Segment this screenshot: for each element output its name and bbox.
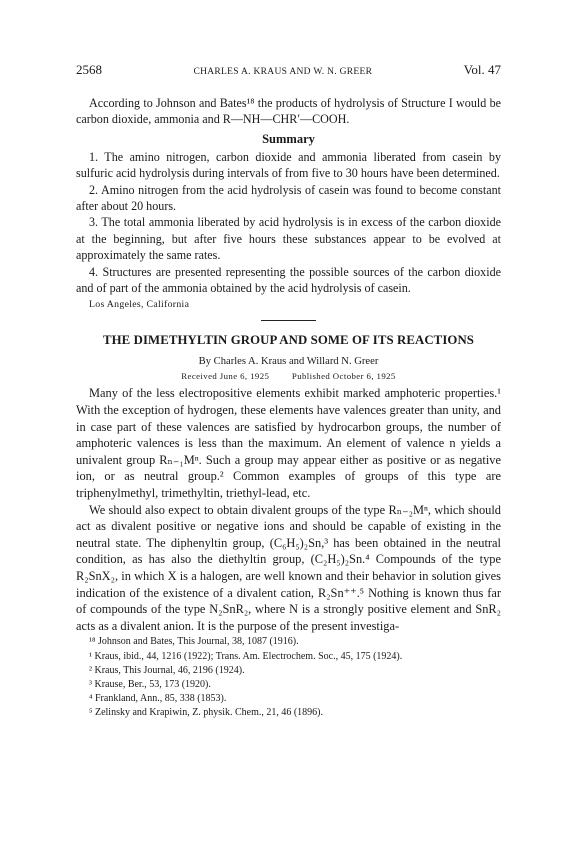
summary-item: 4. Structures are presented representing the possible sources of the carbon dioxide and of part of the ammonia obtained by the acid hydrolysis of casein. xyxy=(76,264,501,296)
page-number: 2568 xyxy=(76,62,102,77)
summary-heading: Summary xyxy=(262,131,315,146)
summary-item: 2. Amino nitrogen from the acid hydrolysis of casein was found to become constant after about 20 hours. xyxy=(76,182,501,214)
footnote: ¹ Kraus, ibid., 44, 1216 (1922); Trans. Am. Electrochem. Soc., 45, 175 (1924). xyxy=(89,650,403,662)
footnote: ⁵ Zelinsky and Krapiwin, Z. physik. Chem., 21, 46 (1896). xyxy=(89,707,324,719)
body-paragraph: We should also expect to obtain divalent groups of the type Rₙ₋₂Mⁿ, which should act as divalent positive or negative ions and should be capable of existing in the neutral state. The diphenyltin group, (C₆H₅)₂Sn,³ has been obtained in the neutral condition, as has also the diethyltin group, (C₂H₅)₂Sn.⁴ Compounds of the type R₂SnX₂, in which X is a halogen, are well known and their behavior in solution gives indication of the existence of a divalent cation, R₂Sn⁺⁺.⁵ Nothing is known thus far of compounds of the type N₂SnR₂, where N is a strongly positive element and SnR₂ acts as a divalent anion. It is the purpose of the present investiga- xyxy=(76,502,501,633)
article-body xyxy=(76,385,501,634)
footnote: ² Kraus, This Journal, 46, 2196 (1924). xyxy=(89,664,245,676)
footnote: ⁴ Frankland, Ann., 85, 338 (1853). xyxy=(89,693,227,705)
summary-item: 3. The total ammonia liberated by acid hydrolysis is in excess of the carbon dioxide at the beginning, but after five hours these substances appear to be evolved at approximately the same rates. xyxy=(76,215,501,263)
journal-page xyxy=(76,62,501,720)
running-title: CHARLES A. KRAUS AND W. N. GREER xyxy=(193,67,373,77)
volume-label: Vol. 47 xyxy=(463,62,501,77)
running-header xyxy=(76,62,501,78)
published-date: Published October 6, 1925 xyxy=(291,371,396,382)
body-paragraph: Many of the less electropositive elements exhibit marked amphoteric properties.¹ With the exception of hydrogen, these elements have valences greater than unity, and in case part of these valences are satisfied by hydrocarbon groups, the number of amphoteric valences is less than the maximum. An element of valence n yields a univalent group Rₙ₋₁Mⁿ. Such a group may appear either as positive or as negative ion, or as neutral group.² Common examples of groups of this type are triphenylmethyl, trimethyltin, triethyl-lead, etc. xyxy=(76,386,501,501)
article-title: THE DIMETHYLTIN GROUP AND SOME OF ITS REACTIONS xyxy=(102,333,475,348)
article-dates xyxy=(76,371,501,381)
footnote: ¹⁸ Johnson and Bates, This Journal, 38, 1087 (1916). xyxy=(89,636,299,648)
footnote: ³ Krause, Ber., 53, 173 (1920). xyxy=(89,678,211,690)
received-date: Received June 6, 1925 xyxy=(181,371,270,382)
section-divider xyxy=(261,320,316,321)
intro-paragraph: According to Johnson and Bates¹⁸ the products of hydrolysis of Structure I would be carbon dioxide, ammonia and R—NH—CHR′—COOH. xyxy=(76,96,501,127)
footnotes xyxy=(76,635,501,719)
summary-item: 1. The amino nitrogen, carbon dioxide and ammonia liberated from casein by sulfuric acid hydrolysis during intervals of from five to 30 hours have been determined. xyxy=(76,149,501,181)
article-byline: By Charles A. Kraus and Willard N. Greer xyxy=(198,356,379,368)
author-location: Los Angeles, California xyxy=(89,299,190,311)
